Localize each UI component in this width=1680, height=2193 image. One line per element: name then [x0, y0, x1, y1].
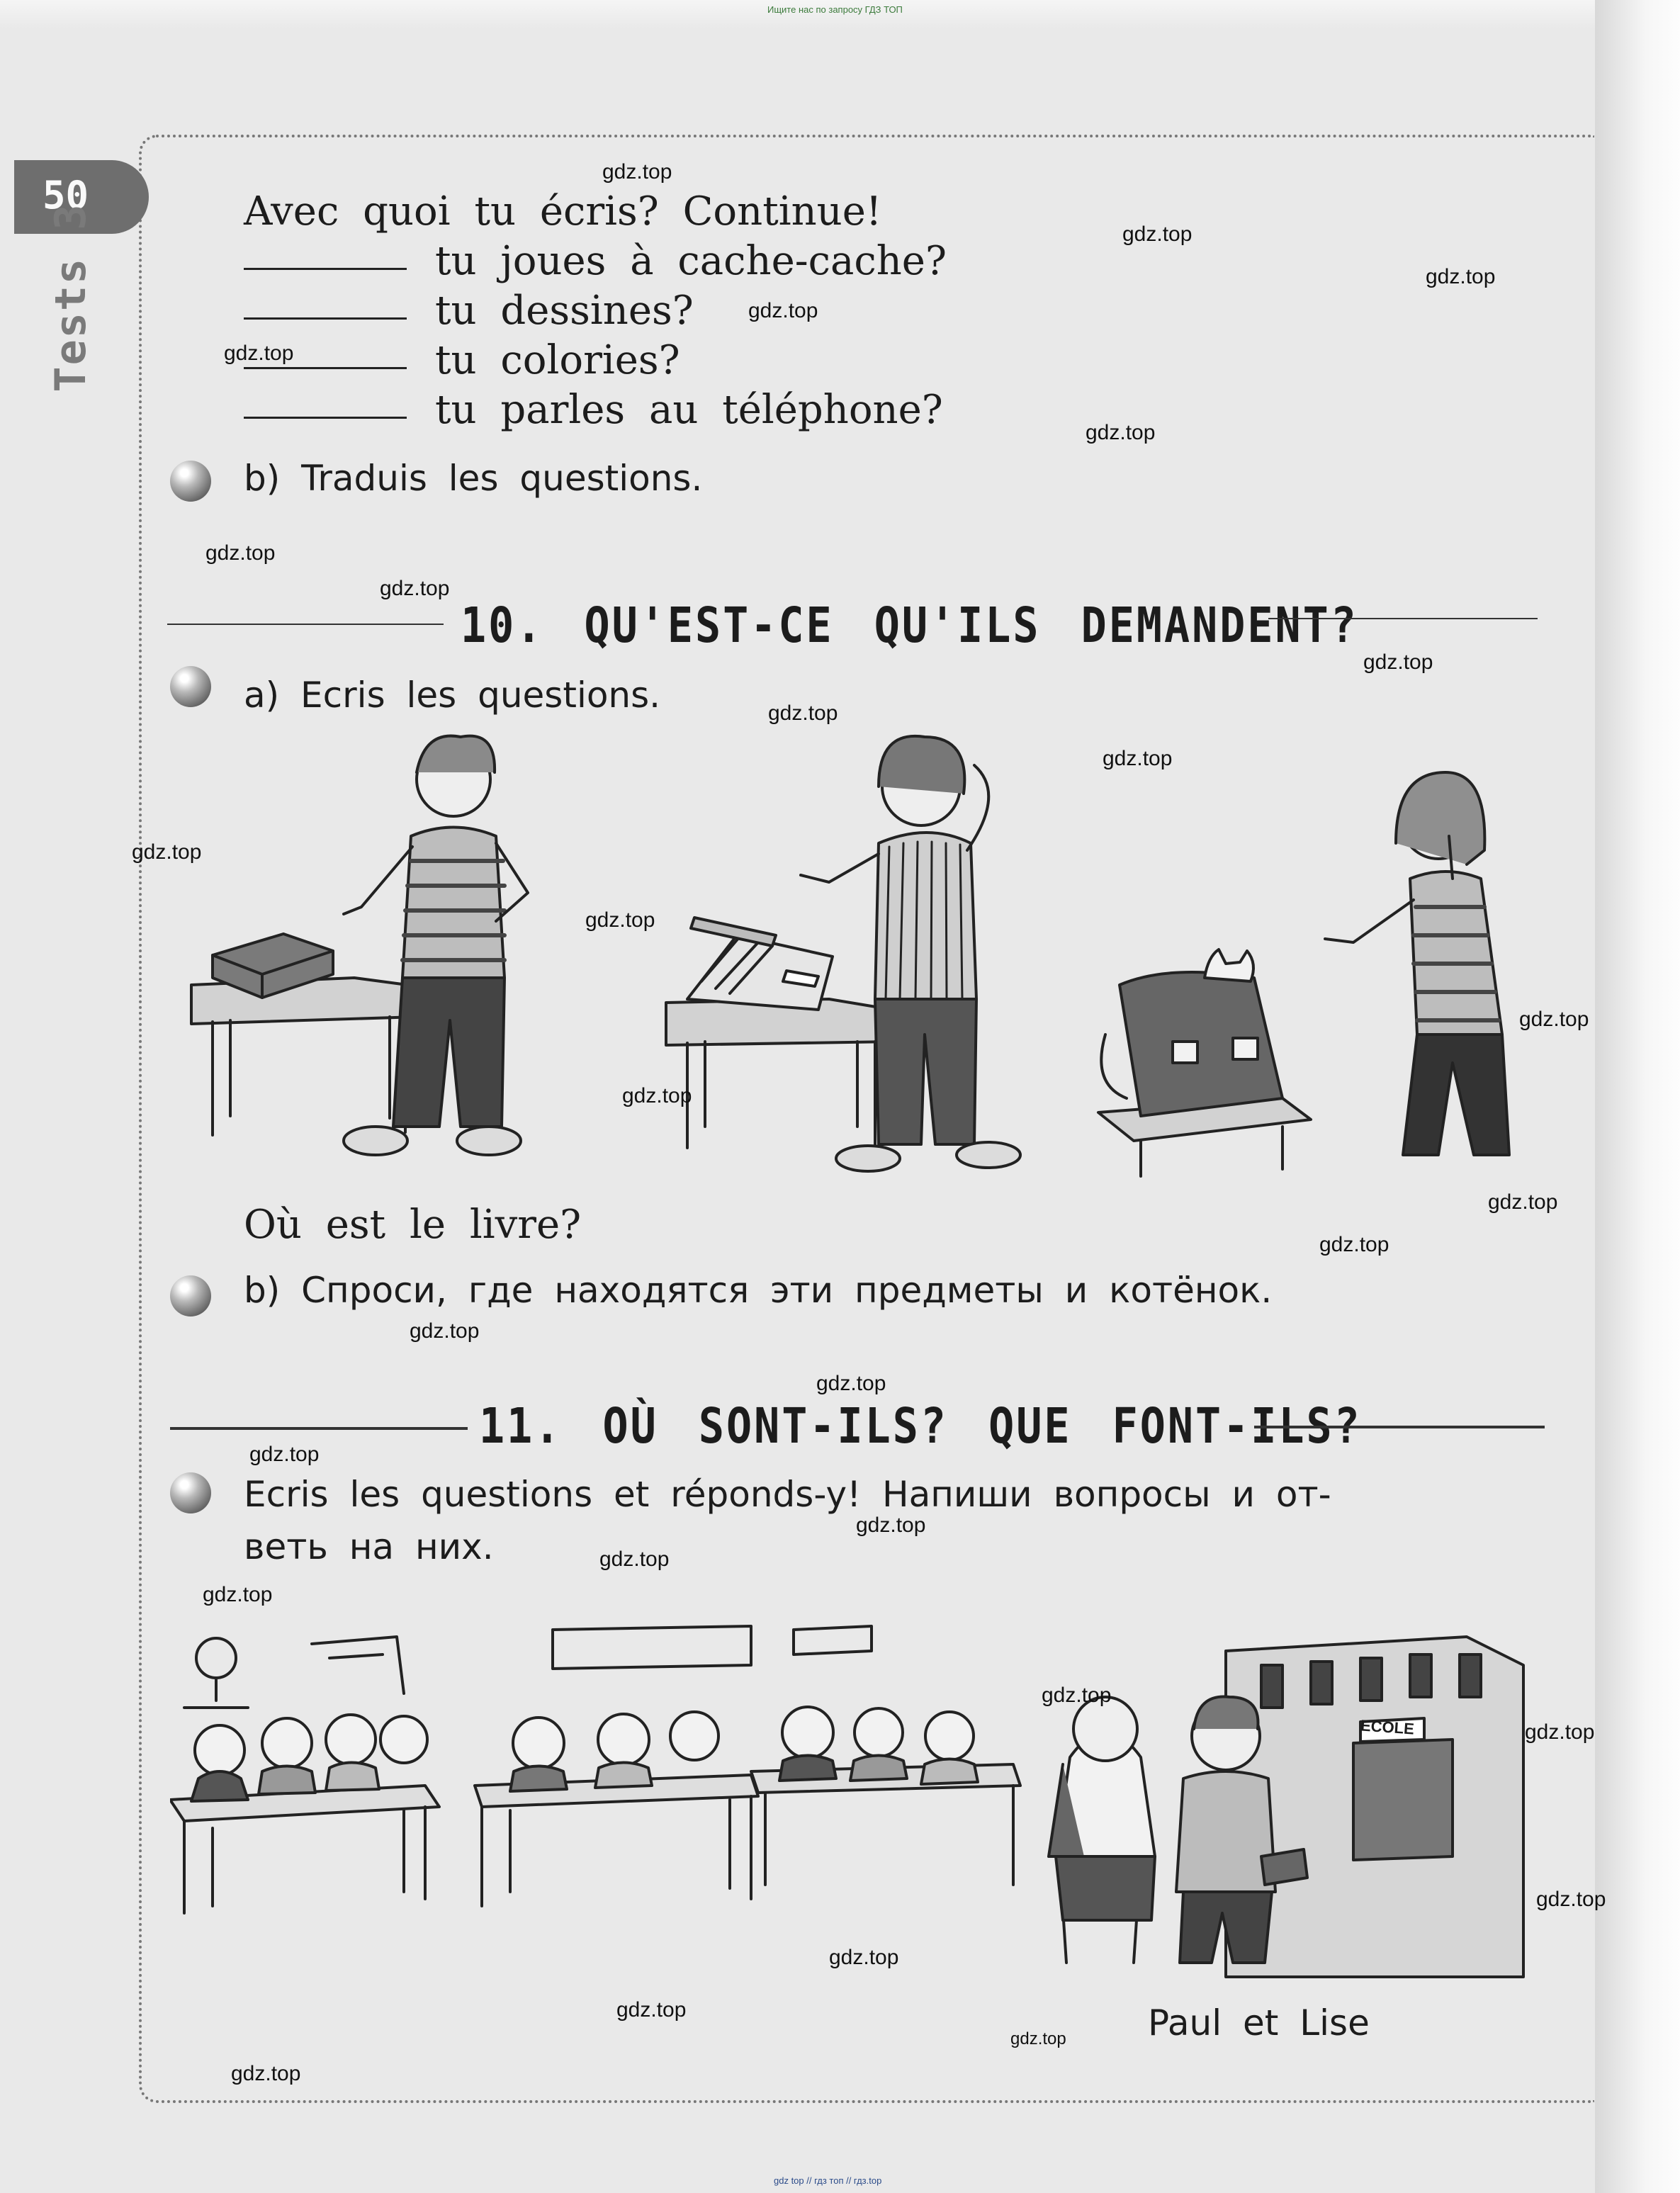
classroom-objects-illustration [177, 730, 1538, 1197]
answer-blank[interactable] [244, 367, 407, 369]
footer-note: gdz top // гдз топ // гдз.top [774, 2175, 882, 2186]
top-note: Ищите нас по запросу ГДЗ ТОП [767, 4, 903, 15]
question-line-1 [244, 238, 947, 284]
task-11-line-1: Ecris les questions et réponds-y! Напиши вопросы и от- [244, 1474, 1331, 1515]
watermark: gdz.top [224, 342, 294, 365]
watermark: gdz.top [829, 1946, 899, 1969]
watermark: gdz.top [1122, 222, 1193, 246]
watermark: gdz.top [1525, 1720, 1595, 1744]
continuation-title: Avec quoi tu écris? Continue! [244, 188, 882, 235]
watermark: gdz.top [1086, 421, 1156, 444]
section-10-heading: 10. QU'EST-CE QU'ILS DEMANDENT? [461, 597, 1358, 655]
watermark: gdz.top [380, 577, 450, 600]
task-11-line-2: веть на них. [244, 1526, 494, 1567]
heading-rule-left [167, 624, 444, 625]
paul-et-lise-caption: Paul et Lise [1148, 2002, 1370, 2043]
task-a-write: a) Ecris les questions. [244, 675, 661, 716]
heading-rule-right [1254, 1426, 1545, 1428]
watermark: gdz.top [1363, 650, 1433, 674]
task-bullet-icon [170, 461, 211, 502]
watermark: gdz.top [1488, 1190, 1558, 1214]
watermark: gdz.top [132, 840, 202, 864]
classroom-illustration [170, 1616, 1049, 1970]
watermark: gdz.top [205, 541, 276, 565]
watermark: gdz.top [1042, 1684, 1112, 1707]
watermark: gdz.top [1519, 1008, 1589, 1031]
watermark: gdz.top [1010, 2029, 1066, 2048]
question-text: tu parles au téléphone? [435, 387, 943, 433]
example-question: Où est le livre? [244, 1202, 582, 1248]
question-text: tu joues à cache-cache? [435, 238, 947, 284]
answer-blank[interactable] [244, 268, 407, 270]
page-edge-shade [1595, 0, 1680, 2193]
task-b-ask: b) Спроси, где находятся эти предметы и котёнок. [244, 1270, 1273, 1311]
watermark: gdz.top [1103, 747, 1173, 770]
watermark: gdz.top [1426, 265, 1496, 288]
task-bullet-icon [170, 1472, 211, 1513]
question-text: tu colories? [435, 337, 680, 383]
answer-blank[interactable] [244, 417, 407, 419]
page-number: 50 [43, 173, 89, 218]
watermark: gdz.top [1536, 1888, 1606, 1911]
watermark: gdz.top [602, 160, 672, 184]
question-line-4 [244, 387, 943, 433]
answer-blank[interactable] [244, 317, 407, 320]
task-b-translate: b) Traduis les questions. [244, 458, 703, 499]
question-line-2 [244, 288, 694, 334]
heading-rule-right [1268, 618, 1538, 619]
watermark: gdz.top [622, 1084, 692, 1107]
watermark: gdz.top [410, 1319, 480, 1343]
watermark: gdz.top [768, 701, 838, 725]
tests-side-tag: Tests 3 [46, 203, 96, 393]
watermark: gdz.top [249, 1443, 320, 1466]
section-11-heading: 11. OÙ SONT-ILS? QUE FONT-ILS? [479, 1397, 1362, 1455]
question-text: tu dessines? [435, 288, 694, 334]
watermark: gdz.top [748, 299, 818, 322]
task-bullet-icon [170, 666, 211, 707]
watermark: gdz.top [203, 1583, 273, 1606]
watermark: gdz.top [599, 1547, 670, 1571]
paul-and-lise-school-illustration [1027, 1623, 1552, 1991]
watermark: gdz.top [231, 2062, 301, 2085]
watermark: gdz.top [616, 1998, 687, 2022]
school-sign: ECOLE [1360, 1716, 1415, 1738]
watermark: gdz.top [1319, 1233, 1389, 1256]
task-bullet-icon [170, 1275, 211, 1317]
watermark: gdz.top [816, 1372, 886, 1395]
heading-rule-left [170, 1427, 468, 1430]
question-line-3 [244, 337, 680, 383]
watermark: gdz.top [856, 1513, 926, 1537]
watermark: gdz.top [585, 908, 655, 932]
